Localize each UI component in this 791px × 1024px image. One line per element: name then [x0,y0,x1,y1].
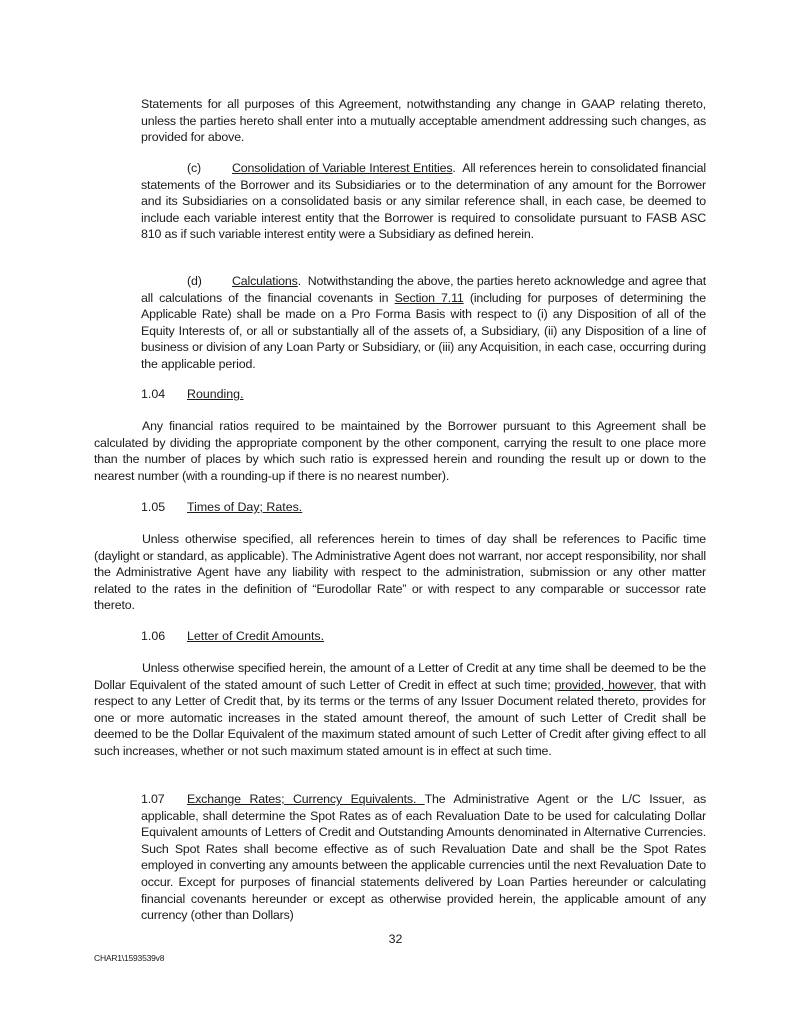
section-d-title: Calculations [232,274,298,288]
section-body-text: Any financial ratios required to be maintained by the Borrower pursuant to this Agreement shall be calculated by dividing the appropriate component by the other component, carrying the result to one place more than the number of places by which such ratio is expressed herein and rounding the result up or down to the nearest number (with a rounding-up if there is no nearest number). [94,419,706,483]
section-c-title-punct: . [452,161,456,175]
section-d-body-1: Notwithstanding the above, the parties hereto acknowledge and agree that all calculations of the financial covenants in [141,274,706,305]
section-body-text: The Administrative Agent or the L/C Issuer, as applicable, shall determine the Spot Rates as of each Revaluation Date to be used for calculating Dollar Equivalent amounts of Letters of Credit and Outstanding Amounts denominated in Alternative Currencies. Such Spot Rates shall become effective as of such Revaluation Date and shall be the Spot Rates employed in converting any amounts between the applicable currencies until the next Revaluation Date to occur. Except for purposes of financial statements delivered by Loan Parties hereunder or calculating financial covenants hereunder or except as otherwise provided herein, the applicable amount of any currency (other than Dollars) [141,792,706,923]
section-c-paragraph [141,160,706,243]
section-c-body: All references herein to consolidated financial statements of the Borrower and its Subsidiaries or to the determination of any amount for the Borrower and its Subsidiaries on a consolidated basis or any similar reference shall, in each case, be deemed to include each variable interest entity that the Borrower is required to consolidate pursuant to FASB ASC 810 as if such variable interest entity were a Subsidiary as defined herein. [141,161,706,242]
section-c-title: Consolidation of Variable Interest Entities [232,161,453,175]
section-number: 1.04 [141,387,166,401]
paragraph-gaap-tail: Statements for all purposes of this Agreement, notwithstanding any change in GAAP relating thereto, unless the parties hereto shall enter into a mutually acceptable amendment addressing such changes, as provided for above. [141,97,706,145]
section-1-07-paragraph [141,791,706,924]
section-1-04-body [94,418,706,484]
section-c-label: (c) [187,161,201,175]
section-title: Exchange Rates; Currency Equivalents. [187,792,425,806]
section-number: 1.05 [141,500,166,514]
section-d-title-punct: . [297,274,301,288]
section-1-04-heading [141,386,244,403]
section-1-05-body [94,531,706,614]
page-number: 32 [388,932,403,946]
section-1-06-heading [141,628,324,645]
section-d-body-2: (including for purposes of determining the Applicable Rate) shall be made on a Pro Forma Basis with respect to (i) any Disposition of all of the Equity Interests of, or all or substantially all of the assets of, a Subsidiary, (ii) any Disposition of a line of business or division of any Loan Party or Subsidiary, or (iii) any Acquisition, in each case, occurring during the applicable period. [141,290,706,371]
section-1-06-body [94,660,706,760]
section-title: Times of Day; Rates. [187,500,303,514]
section-7-11-reference: Section 7.11 [394,290,464,305]
section-body-text: Unless otherwise specified, all references herein to times of day shall be references to Pacific time (daylight or standard, as applicable). The Administrative Agent does not warrant, nor accept responsibility, nor shall the Administrative Agent have any liability with respect to the administration, submission or any other matter related to the rates in the definition of “Eurodollar Rate” or with respect to any comparable or successor rate thereto. [94,532,706,613]
section-d-label: (d) [187,274,202,288]
section-body-text: Unless otherwise specified herein, the amount of a Letter of Credit at any time shall be deemed to be the Dollar Equivalent of the stated amount of such Letter of Credit in effect at such time; [94,661,706,692]
section-number: 1.06 [141,629,166,643]
section-number: 1.07 [141,792,165,806]
section-body-text-continued: , that with respect to any Letter of Credit that, by its terms or the terms of any Issuer Document related thereto, provides for one or more automatic increases in the stated amount thereof, the amount of such Letter of Credit shall be deemed to be the Dollar Equivalent of the maximum stated amount of such Letter of Credit after giving effect to all such increases, whether or not such maximum stated amount is in effect at such time. [94,677,707,758]
section-title: Letter of Credit Amounts. [187,629,325,643]
document-id-footer: CHAR1\1593539v8 [94,953,165,963]
section-title: Rounding. [187,387,244,401]
section-d-paragraph [141,273,706,373]
section-1-05-heading [141,499,302,516]
proviso-text: provided, however [554,677,654,692]
